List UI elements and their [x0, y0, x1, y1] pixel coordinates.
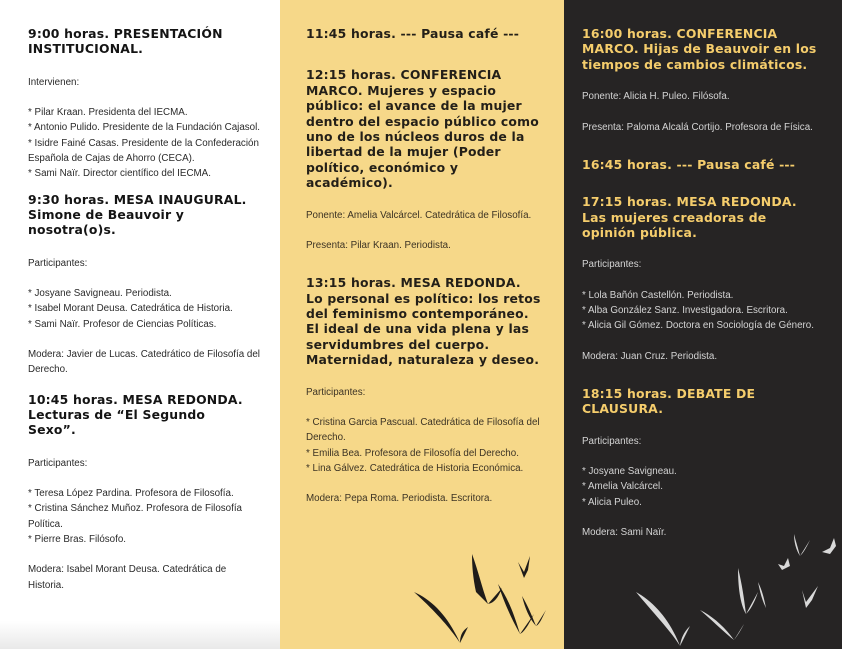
participant-item: * Lola Bañón Castellón. Periodista. [582, 289, 734, 301]
birds-dark-icon [410, 548, 560, 649]
participant-item: * Emilia Bea. Profesora de Filosofía del Derecho. [306, 447, 519, 459]
participant-item: * Sami Naïr. Profesor de Ciencias Políticas. [28, 318, 217, 330]
participant-item: * Josyane Savigneau. Periodista. [28, 288, 172, 300]
session-intro: Participantes: [582, 435, 642, 447]
session-title-lo-personal: 13:15 horas. MESA REDONDA. Lo personal es político: los retos del feminismo contemporáneo. El ideal de una vida plena y las servidumbres del cuerpo. Maternidad, naturaleza y deseo. [306, 275, 541, 368]
session-intro: Participantes: [306, 386, 366, 398]
speaker-item: * Antonio Pulido. Presidente de la Fundación Cajasol. [28, 122, 261, 134]
participant-item: * Cristina Sánchez Muñoz. Profesora de Filosofía Política. [28, 503, 243, 530]
participant-item: * Alicia Gil Gómez. Doctora en Sociología de Género. [582, 320, 814, 332]
session-title-pausa-cafe: 16:45 horas. --- Pausa café --- [582, 156, 796, 172]
participant-item: * Amelia Valcárcel. [582, 481, 663, 493]
session-title-mesa-inaugural: 9:30 horas. MESA INAUGURAL. Simone de Beauvoir y nosotra(o)s. [28, 191, 247, 238]
participant-item: * Alicia Puleo. [582, 496, 642, 508]
participant-item: * Cristina Garcia Pascual. Catedrática de Filosofía del Derecho. [306, 416, 540, 444]
session-presenter: Presenta: Paloma Alcalá Cortijo. Profesora de Física. [582, 121, 813, 133]
session-title-lecturas: 10:45 horas. MESA REDONDA. Lecturas de “El Segundo Sexo”. [28, 391, 243, 438]
program-column-midday [280, 0, 564, 649]
session-intro: Participantes: [28, 457, 88, 469]
birds-light-icon [634, 528, 842, 649]
session-title-presentacion: 9:00 horas. PRESENTACIÓN INSTITUCIONAL. [28, 26, 223, 57]
session-moderator: Modera: Isabel Morant Deusa. Catedrática de Historia. [28, 564, 227, 591]
participant-item: * Josyane Savigneau. [582, 466, 677, 478]
participant-item: * Isabel Morant Deusa. Catedrática de Historia. [28, 303, 233, 315]
program-column-morning [0, 0, 280, 649]
session-intro: Intervienen: [28, 76, 80, 88]
session-speaker: Ponente: Amelia Valcárcel. Catedrática de Filosofía. [306, 209, 532, 221]
speaker-item: * Isidre Fainé Casas. Presidente de la Confederación Española de Cajas de Ahorro (CECA). [28, 137, 259, 164]
session-title-conferencia-marco: 12:15 horas. CONFERENCIA MARCO. Mujeres y espacio público: el avance de la mujer dentro del espacio público como uno de los núcleos duros de la libertad de la mujer (Poder político, económico y académico). [306, 67, 539, 191]
session-moderator: Modera: Juan Cruz. Periodista. [582, 350, 718, 362]
participant-item: * Alba González Sanz. Investigadora. Escritora. [582, 305, 788, 317]
session-intro: Participantes: [582, 259, 642, 271]
speaker-item: * Sami Naïr. Director científico del IECMA. [28, 168, 211, 180]
program-column-afternoon [564, 0, 842, 649]
session-title-hijas-de-beauvoir: 16:00 horas. CONFERENCIA MARCO. Hijas de Beauvoir en los tiempos de cambios climáticos. [582, 26, 817, 72]
session-moderator: Modera: Javier de Lucas. Catedrático de Filosofía del Derecho. [28, 349, 260, 376]
participant-item: * Pierre Bras. Filósofo. [28, 534, 127, 545]
session-title-debate-clausura: 18:15 horas. DEBATE DE CLAUSURA. [582, 385, 756, 417]
participant-item: * Teresa López Pardina. Profesora de Filosofía. [28, 488, 234, 500]
session-intro: Participantes: [28, 257, 88, 269]
speaker-item: * Pilar Kraan. Presidenta del IECMA. [28, 107, 188, 119]
session-title-pausa-cafe: 11:45 horas. --- Pausa café --- [306, 26, 520, 41]
session-title-mujeres-creadoras: 17:15 horas. MESA REDONDA. Las mujeres creadoras de opinión pública. [582, 194, 797, 241]
participant-item: * Lina Gálvez. Catedrática de Historia Económica. [306, 462, 524, 474]
session-presenter: Presenta: Pilar Kraan. Periodista. [306, 239, 451, 251]
session-speaker: Ponente: Alicia H. Puleo. Filósofa. [582, 91, 730, 103]
session-moderator: Modera: Pepa Roma. Periodista. Escritora. [306, 493, 493, 505]
session-moderator: Modera: Sami Naïr. [582, 526, 667, 538]
